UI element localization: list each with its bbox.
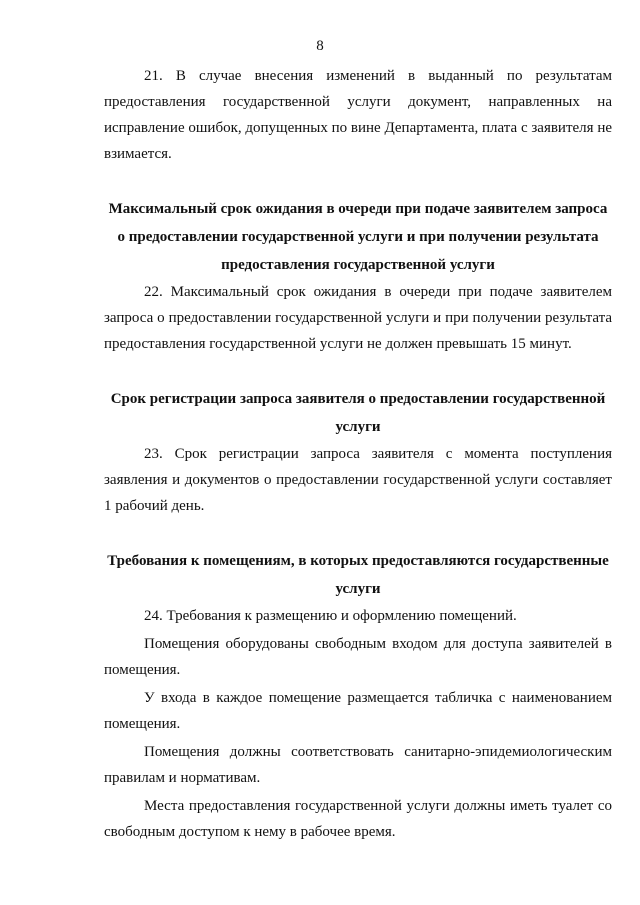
- paragraph-premises-sign: У входа в каждое помещение размещается табличка с наименованием помещения.: [104, 690, 612, 732]
- paragraph-premises-toilet: Места предоставления государственной услуги должны иметь туалет со свободным доступом к нему в рабочее время.: [104, 798, 612, 840]
- section-heading-premises: Требования к помещениям, в которых предоставляются государственные услуги: [107, 553, 609, 597]
- paragraph-22: 22. Максимальный срок ожидания в очереди при подаче заявителем запроса о предоставлении государственной услуги и при получении результата предоставления государственной услуги не должен превышать 15 минут.: [104, 284, 612, 352]
- paragraph-premises-sanitary: Помещения должны соответствовать санитарно-эпидемиологическим правилам и нормативам.: [104, 744, 612, 786]
- document-body: [104, 63, 612, 845]
- page-number: 8: [316, 38, 324, 54]
- paragraph-24: 24. Требования к размещению и оформлению помещений.: [144, 608, 517, 624]
- paragraph-premises-entrance: Помещения оборудованы свободным входом для доступа заявителей в помещения.: [104, 636, 612, 678]
- section-heading-max-wait: Максимальный срок ожидания в очереди при подаче заявителем запроса о предоставлении государственной услуги и при получении результата предоставления государственной услуги: [108, 201, 608, 273]
- paragraph-23: 23. Срок регистрации запроса заявителя с момента поступления заявления и документов о предоставлении государственной услуги составляет 1 рабочий день.: [104, 446, 612, 514]
- paragraph-21: 21. В случае внесения изменений в выданный по результатам предоставления государственной услуги документ, направленных на исправление ошибок, допущенных по вине Департамента, плата с заявителя не взимается.: [104, 68, 612, 162]
- section-heading-registration: Срок регистрации запроса заявителя о предоставлении государственной услуги: [110, 391, 606, 435]
